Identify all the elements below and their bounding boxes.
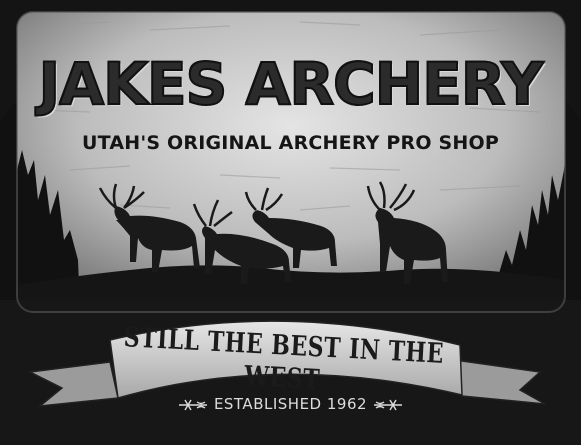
established-text: ESTABLISHED 1962 xyxy=(213,395,368,413)
right-ornament-icon xyxy=(372,398,404,412)
established-line xyxy=(0,395,581,413)
sign-subtitle: UTAH'S ORIGINAL ARCHERY PRO SHOP xyxy=(82,132,499,154)
left-ornament-icon xyxy=(177,398,209,412)
slogan-text: STILL THE BEST IN THE WEST xyxy=(122,321,445,397)
sign-title: JAKES ARCHERY xyxy=(38,50,543,118)
